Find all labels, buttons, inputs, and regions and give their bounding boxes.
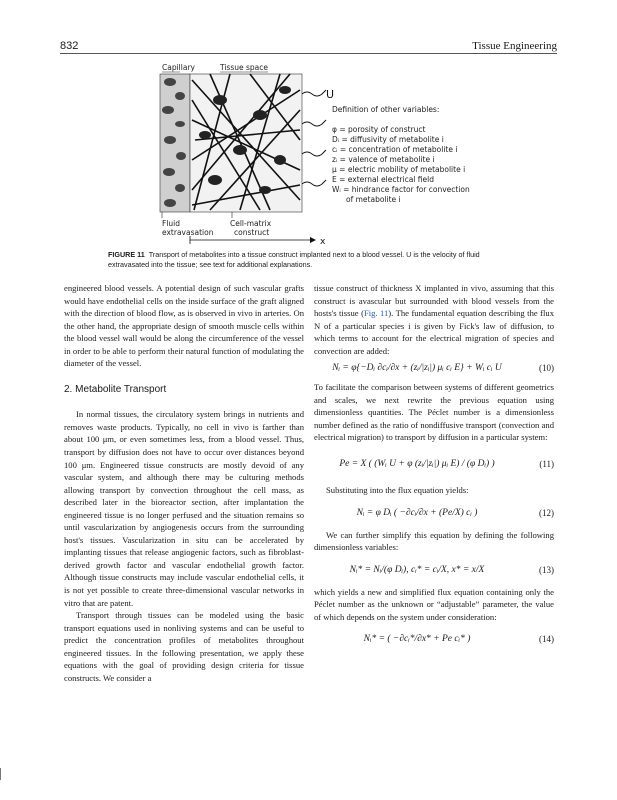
legend-line: μ = electric mobility of metabolite i [332, 165, 466, 174]
equation-13: Nᵢ* = Nᵢ/(φ Dᵢ), cᵢ* = cᵢ/X, x* = x/X (13) [349, 564, 554, 575]
legend-line: Wᵢ = hindrance factor for convection [332, 185, 470, 194]
figure-caption [108, 250, 513, 270]
left-column [64, 282, 304, 684]
label-fluid: Fluid [162, 219, 180, 228]
paragraph: To facilitate the comparison between systems of different geometrics and scales, we next rewrite the previous equation using dimensionless quantities. The Péclet number is a dimensionless number defined as the ratio of nondiffusive transport (convection and electrical migration) to transport by diffusion in a particular system: [314, 382, 554, 443]
paragraph: engineered blood vessels. A potential design of such vascular grafts would have endothelial cells on the inside surface of the graft aligned with the direction of blood flow, as is observed in vivo in arteries. On the other hand, the appropriate design of smooth muscle cells within the blood vessel wall would be along the circumference of the vessel in order to be able to perform their natural function of modulating the diameter of the vessel. [64, 283, 304, 369]
page-number: 832 [60, 40, 79, 52]
paragraph: Transport through tissues can be modeled using the basic transport equations used in nonliving systems and can be useful to predict the concentration profiles of metabolites throughout engineered tissues. In the following presentation, we apply these equations with the goal of providing design criteria for tissue constructs. We consider a [64, 610, 304, 683]
equation-10: Nᵢ = φ{−Dᵢ ∂cᵢ/∂x + (zᵢ/|zᵢ|) μᵢ cᵢ E} + Wᵢ cᵢ U (10) [332, 363, 554, 374]
paragraph: In normal tissues, the circulatory system brings in nutrients and removes waste products. Typically, no cell in vivo is farther than about 100 μm, or even sometimes less, from a blood vessel. Thus, transport by diffusion does not have to occur over distances beyond 100 μm. Engineered tissue constructs are mostly devoid of any vascular system, and although there may be culturing methods allowing transport by convection throughout the cell mass, as described later in the bioreactor section, after implantation the engineered tissue is no longer perfused and the situation remains so until vascularization by angiogenesis occurs from the surrounding host's tissues. Vascularization in situ can be accelerated by implanting tissues that release angiogenic factors, such as fibroblast-derived growth factor and vascular endothelial growth factor. Although tissue constructs may include vascular endothelial cells, it is not yet possible to create three-dimensional vascular networks in vitro that are patent. [64, 409, 304, 608]
figure-11 [150, 60, 490, 248]
paragraph: We can further simplify this equation by defining the following dimensionless variables: [314, 529, 554, 553]
label-cell-matrix: Cell-matrix [230, 219, 272, 228]
paragraph: Substituting into the flux equation yields: [326, 485, 469, 496]
legend-line: φ = porosity of construct [332, 125, 426, 134]
flow-arrows [302, 90, 326, 186]
header-rule [60, 53, 557, 54]
margin-mark [0, 768, 4, 780]
legend-line: E = external electrical field [332, 175, 434, 184]
label-u: U [326, 88, 335, 101]
legend-line: Dᵢ = diffusivity of metabolite i [332, 135, 444, 144]
label-construct: construct [234, 228, 270, 237]
equation-11: Pe = X ( (Wᵢ U + φ (zᵢ/|zᵢ|) μᵢ E) / (φ Dᵢ) ) (11) [339, 459, 554, 470]
legend-line: of metabolite i [346, 195, 401, 204]
capillary-wall [160, 74, 190, 212]
caption-text: Transport of metabolites into a tissue construct implanted next to a blood vessel. U is the velocity of fluid extravasated into the tissue; see text for additional explanations. [108, 250, 480, 269]
label-extravasation: extravasation [162, 228, 214, 237]
running-title: Tissue Engineering [472, 40, 557, 52]
label-x: x [320, 237, 326, 247]
label-capillary: Capillary [162, 63, 195, 72]
legend-line: zᵢ = valence of metabolite i [332, 155, 435, 164]
equation-12: Nᵢ = φ Dᵢ ( −∂cᵢ/∂x + (Pe/X) cᵢ ) (12) [356, 507, 554, 518]
caption-label: FIGURE 11 [108, 250, 145, 259]
label-tissue-space: Tissue space [220, 63, 269, 72]
legend-title: Definition of other variables: [332, 105, 440, 114]
figure-link[interactable]: Fig. 11 [363, 308, 389, 319]
paragraph: tissue construct of thickness X implanted in vivo, assuming that this construct is avascular but surrounded with blood vessels from the hosts's tissue (Fig. 11). The fundamental equation describing the flux N of a particular species i is given by Fick's law of diffusion, to which terms to account for the electrical migration of species and convection are added: [314, 283, 554, 356]
right-column [314, 282, 554, 655]
x-axis-arrow [190, 236, 316, 244]
section-heading: 2. Metabolite Transport [64, 383, 167, 395]
paragraph: which yields a new and simplified flux equation containing only the Péclet number as the unknown or “adjustable” parameter, the value of which depends on the system under consideration: [314, 586, 554, 622]
equation-14: Nᵢ* = ( −∂cᵢ*/∂x* + Pe cᵢ* ) (14) [363, 634, 554, 645]
legend-line: cᵢ = concentration of metabolite i [332, 145, 458, 154]
